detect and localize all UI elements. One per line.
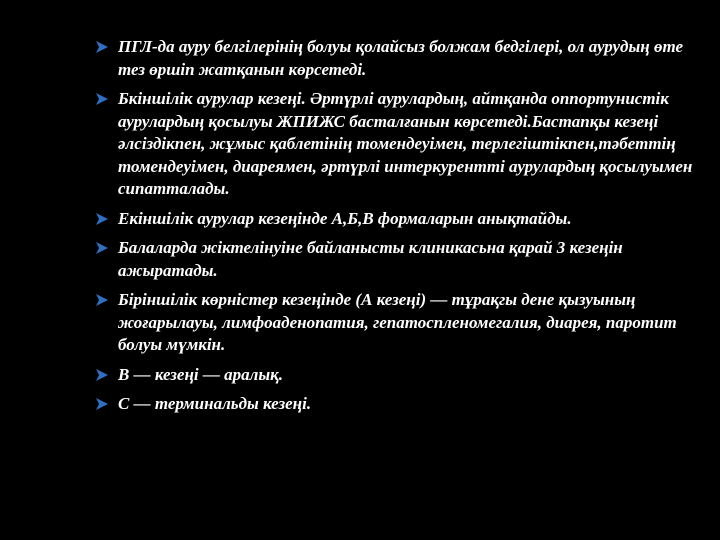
bullet-item <box>96 88 696 201</box>
arrow-bullet-icon <box>96 294 108 306</box>
arrow-bullet-icon <box>96 93 108 105</box>
bullet-item <box>96 364 696 387</box>
arrow-bullet-icon <box>96 213 108 225</box>
bullet-item <box>96 36 696 81</box>
bullet-list <box>96 36 696 423</box>
bullet-text: Біріншілік көрністер кезеңінде (А кезеңі) — тұрақгы дене қызуының жоғарылауы, лимфоаденопатия, гепатоспленомегалия, диарея, паротит болуы мүмкін. <box>118 290 677 354</box>
arrow-bullet-icon <box>96 41 108 53</box>
arrow-bullet-icon <box>96 369 108 381</box>
bullet-text: ПГЛ-да ауру белгілерінің болуы қолайсыз болжам бедгілері, ол аурудың өте тез өршіп жатқанын көрсетеді. <box>118 37 684 79</box>
bullet-text: В — кезеңі — аралық. <box>118 364 283 384</box>
bullet-item <box>96 208 696 231</box>
bullet-text: Екіншілік аурулар кезеңінде А,Б,В формаларын анықтайды. <box>118 208 572 228</box>
bullet-text: С — терминальды кезеңі. <box>118 394 312 413</box>
bullet-item <box>96 393 696 416</box>
bullet-item <box>96 237 696 282</box>
bullet-item <box>96 289 696 357</box>
arrow-bullet-icon <box>96 398 108 410</box>
arrow-bullet-icon <box>96 242 108 254</box>
bullet-text: Балаларда жіктелінуіне байланысты клиникасьна қарай 3 кезеңін ажыратады. <box>118 238 623 280</box>
bullet-text: Бкіншілік аурулар кезеңі. Әртүрлі аурулардың, айтқанда оппортунистік аурулардың қосылуы ЖПИЖС басталғанын көрсетеді.Бастапқы кезеңі әлсіздікпен, жұмыс қаблетінің томендеуімен, терлегіштікпен,тәбеттің томендеуімен, диареямен, әртүрлі интеркурентті аурулардың қосылуымен сипатталады. <box>118 89 693 198</box>
